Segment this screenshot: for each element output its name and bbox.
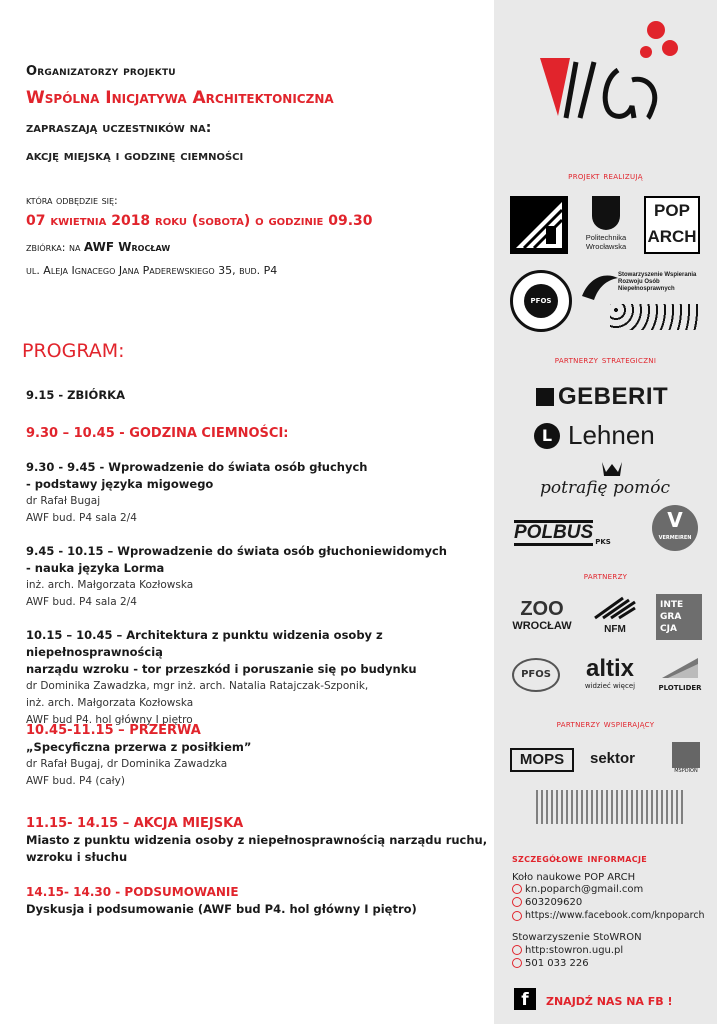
altix-sub: widzieć więcej <box>584 682 636 690</box>
event-date: 07 kwietnia 2018 roku (sobota) o godzinie 09.30 <box>26 213 373 229</box>
item-subheading: narządu wzroku - tor przeszkód i poruszanie się po budynku <box>26 662 417 676</box>
section-projekt: projekt realizują <box>568 170 643 182</box>
arch-label: ARCH <box>647 227 697 246</box>
item-subheading: - nauka języka Lorma <box>26 561 165 575</box>
pop-label: POP <box>654 201 690 220</box>
program-item <box>26 543 447 611</box>
mspdion-logo <box>666 742 706 778</box>
item-speaker: dr Rafał Bugaj, dr Dominika Zawadzka <box>26 758 228 770</box>
pfos-logo: PFOS <box>512 658 560 692</box>
item-location: AWF bud. P4 sala 2/4 <box>26 596 137 608</box>
zoo-city-label: WROCŁAW <box>512 620 572 632</box>
stowron-label: Stowarzyszenie Wspierania Rozwoju Osób Niepełnosprawnych <box>618 272 697 292</box>
vermeiren-logo <box>652 505 698 551</box>
wia-logo <box>536 18 686 143</box>
section-wspierajacy: partnerzy wspierający <box>556 718 655 730</box>
invite-text: zapraszają uczestników na: <box>26 120 212 136</box>
item-location: AWF bud. P4 (cały) <box>26 775 125 787</box>
item-speaker: dr Dominika Zawadzka, mgr inż. arch. Natalia Ratajczak-Szponik, <box>26 680 369 692</box>
nfm-label: NFM <box>604 624 626 635</box>
nfm-stripes-icon <box>593 596 637 620</box>
program-item <box>26 815 487 866</box>
item-heading: 9.30 – 10.45 - GODZINA CIEMNOŚCI: <box>26 426 289 441</box>
program-item <box>26 425 289 442</box>
plotlider-logo <box>656 656 704 696</box>
mops-logo: MOPS <box>510 748 574 772</box>
fb-label: ZNAJDŹ NAS NA FB ! <box>546 995 673 1008</box>
geberit-label: GEBERIT <box>558 383 669 410</box>
address: ul. Aleja Ignacego Jana Paderewskiego 35, bud. P4 <box>26 264 278 277</box>
link-icon <box>512 911 522 921</box>
people-graphic <box>610 304 700 330</box>
item-heading: 11.15- 14.15 – AKCJA MIEJSKA <box>26 816 244 831</box>
info-heading: szczegółowe informacje <box>512 852 647 865</box>
meet-label: zbiórka: na <box>26 241 81 254</box>
program-item <box>26 459 367 527</box>
phone2: 501 033 226 <box>525 958 589 969</box>
program-item <box>26 627 494 729</box>
item-speaker: dr Rafał Bugaj <box>26 495 101 507</box>
assoc-name: Stowarzyszenie StoWRON <box>512 932 642 943</box>
triangle-logo <box>510 196 568 254</box>
phone-icon <box>512 897 522 907</box>
program-title: PROGRAM: <box>22 340 125 362</box>
item-heading: 9.30 - 9.45 - Wprowadzenie do świata osób głuchych <box>26 460 368 474</box>
item-speaker: inż. arch. Małgorzata Kozłowska <box>26 579 194 591</box>
zoo-label: ZOO <box>520 598 564 620</box>
sektor-logo: sektor <box>590 750 636 767</box>
lehnen-label: Lehnen <box>568 420 655 450</box>
stowron-logo <box>580 270 700 332</box>
plotlider-label: PLOTLIDER <box>658 684 702 692</box>
phone-row <box>512 897 582 908</box>
awf-logo <box>510 270 572 332</box>
item-location: AWF bud P4. hol główny I piętro <box>26 714 193 726</box>
organizers-label: Organizatorzy projektu <box>26 64 176 79</box>
meet-place: AWF Wrocław <box>83 240 171 254</box>
lehnen-logo <box>534 420 655 451</box>
item-subheading: „Specyficzna przerwa z posiłkiem” <box>26 740 252 754</box>
v-icon: V <box>667 508 683 532</box>
nfm-logo <box>590 596 640 640</box>
organizer-name: Wspólna Inicjatywa Architektoniczna <box>26 88 334 108</box>
meeting-point <box>26 240 170 254</box>
item-heading: 9.45 - 10.15 – Wprowadzenie do świata osób głuchoniewidomych <box>26 544 447 558</box>
phone2-row <box>512 958 589 969</box>
event-title: akcję miejską i godzinę ciemności <box>26 148 244 164</box>
section-strategiczni: partnerzy strategiczni <box>554 354 657 366</box>
item-heading: 9.15 - ZBIÓRKA <box>26 388 125 402</box>
item-subheading: Miasto z punktu widzenia osoby z niepełnosprawnością narządu ruchu, <box>26 833 488 847</box>
altix-logo <box>574 656 646 696</box>
mspdion-label: MSPDION <box>674 768 698 774</box>
email[interactable]: kn.poparch@gmail.com <box>525 884 644 895</box>
zoo-logo <box>508 598 576 638</box>
item-location: AWF bud. P4 sala 2/4 <box>26 512 137 524</box>
web-row[interactable] <box>512 945 623 956</box>
section-partnerzy: partnerzy <box>583 570 628 582</box>
item-heading: 14.15- 14.30 - PODSUMOWANIE <box>26 885 239 899</box>
web-url[interactable]: http:stowron.ugu.pl <box>525 945 624 956</box>
program-item <box>26 387 125 404</box>
bird-icon <box>580 270 620 306</box>
item-speaker: inż. arch. Małgorzata Kozłowska <box>26 697 194 709</box>
program-item <box>26 722 251 790</box>
fb-row[interactable] <box>512 910 705 921</box>
item-subheading: wzroku i słuchu <box>26 850 128 864</box>
integracja-logo: INTE GRA CJA <box>656 594 702 640</box>
vermeiren-label: VERMEIREN <box>658 535 692 541</box>
pks-label: PKS <box>595 538 611 546</box>
lehnen-icon: L <box>534 423 560 449</box>
politechnika-label: Politechnika Wrocławska <box>585 233 627 251</box>
potrafie-label: potrafię pomóc <box>540 478 671 498</box>
geberit-square-icon <box>536 388 554 406</box>
awf-label: PFOS <box>524 284 558 318</box>
club-name: Koło naukowe POP ARCH <box>512 872 636 883</box>
phone-icon <box>512 958 522 968</box>
potrafie-logo <box>540 460 690 502</box>
item-subheading: - podstawy języka migowego <box>26 477 214 491</box>
fb-url[interactable]: https://www.facebook.com/knpoparch <box>525 910 705 921</box>
item-heading: 10.15 – 10.45 – Architektura z punktu widzenia osoby z niepełnosprawnością <box>26 628 383 659</box>
email-icon <box>512 884 522 894</box>
item-heading: 10.45-11.15 – PRZERWA <box>26 723 201 738</box>
pop-arch-logo <box>644 196 700 254</box>
braille-graphic <box>536 790 686 824</box>
altix-label: altix <box>585 655 635 682</box>
polbus-label: POLBUS <box>514 520 593 546</box>
when-label: która odbędzie się: <box>26 194 118 207</box>
eagle-icon <box>592 196 620 230</box>
phone: 603209620 <box>525 897 583 908</box>
geberit-logo <box>536 383 668 411</box>
mspdion-icon <box>672 742 700 768</box>
plotlider-icon <box>660 656 700 680</box>
facebook-icon[interactable]: f <box>514 988 536 1010</box>
web-icon <box>512 945 522 955</box>
program-item <box>26 884 417 918</box>
politechnika-logo <box>578 196 634 256</box>
polbus-logo <box>514 520 611 546</box>
email-row[interactable] <box>512 884 643 895</box>
item-subheading: Dyskusja i podsumowanie (AWF bud P4. hol główny I piętro) <box>26 902 417 916</box>
